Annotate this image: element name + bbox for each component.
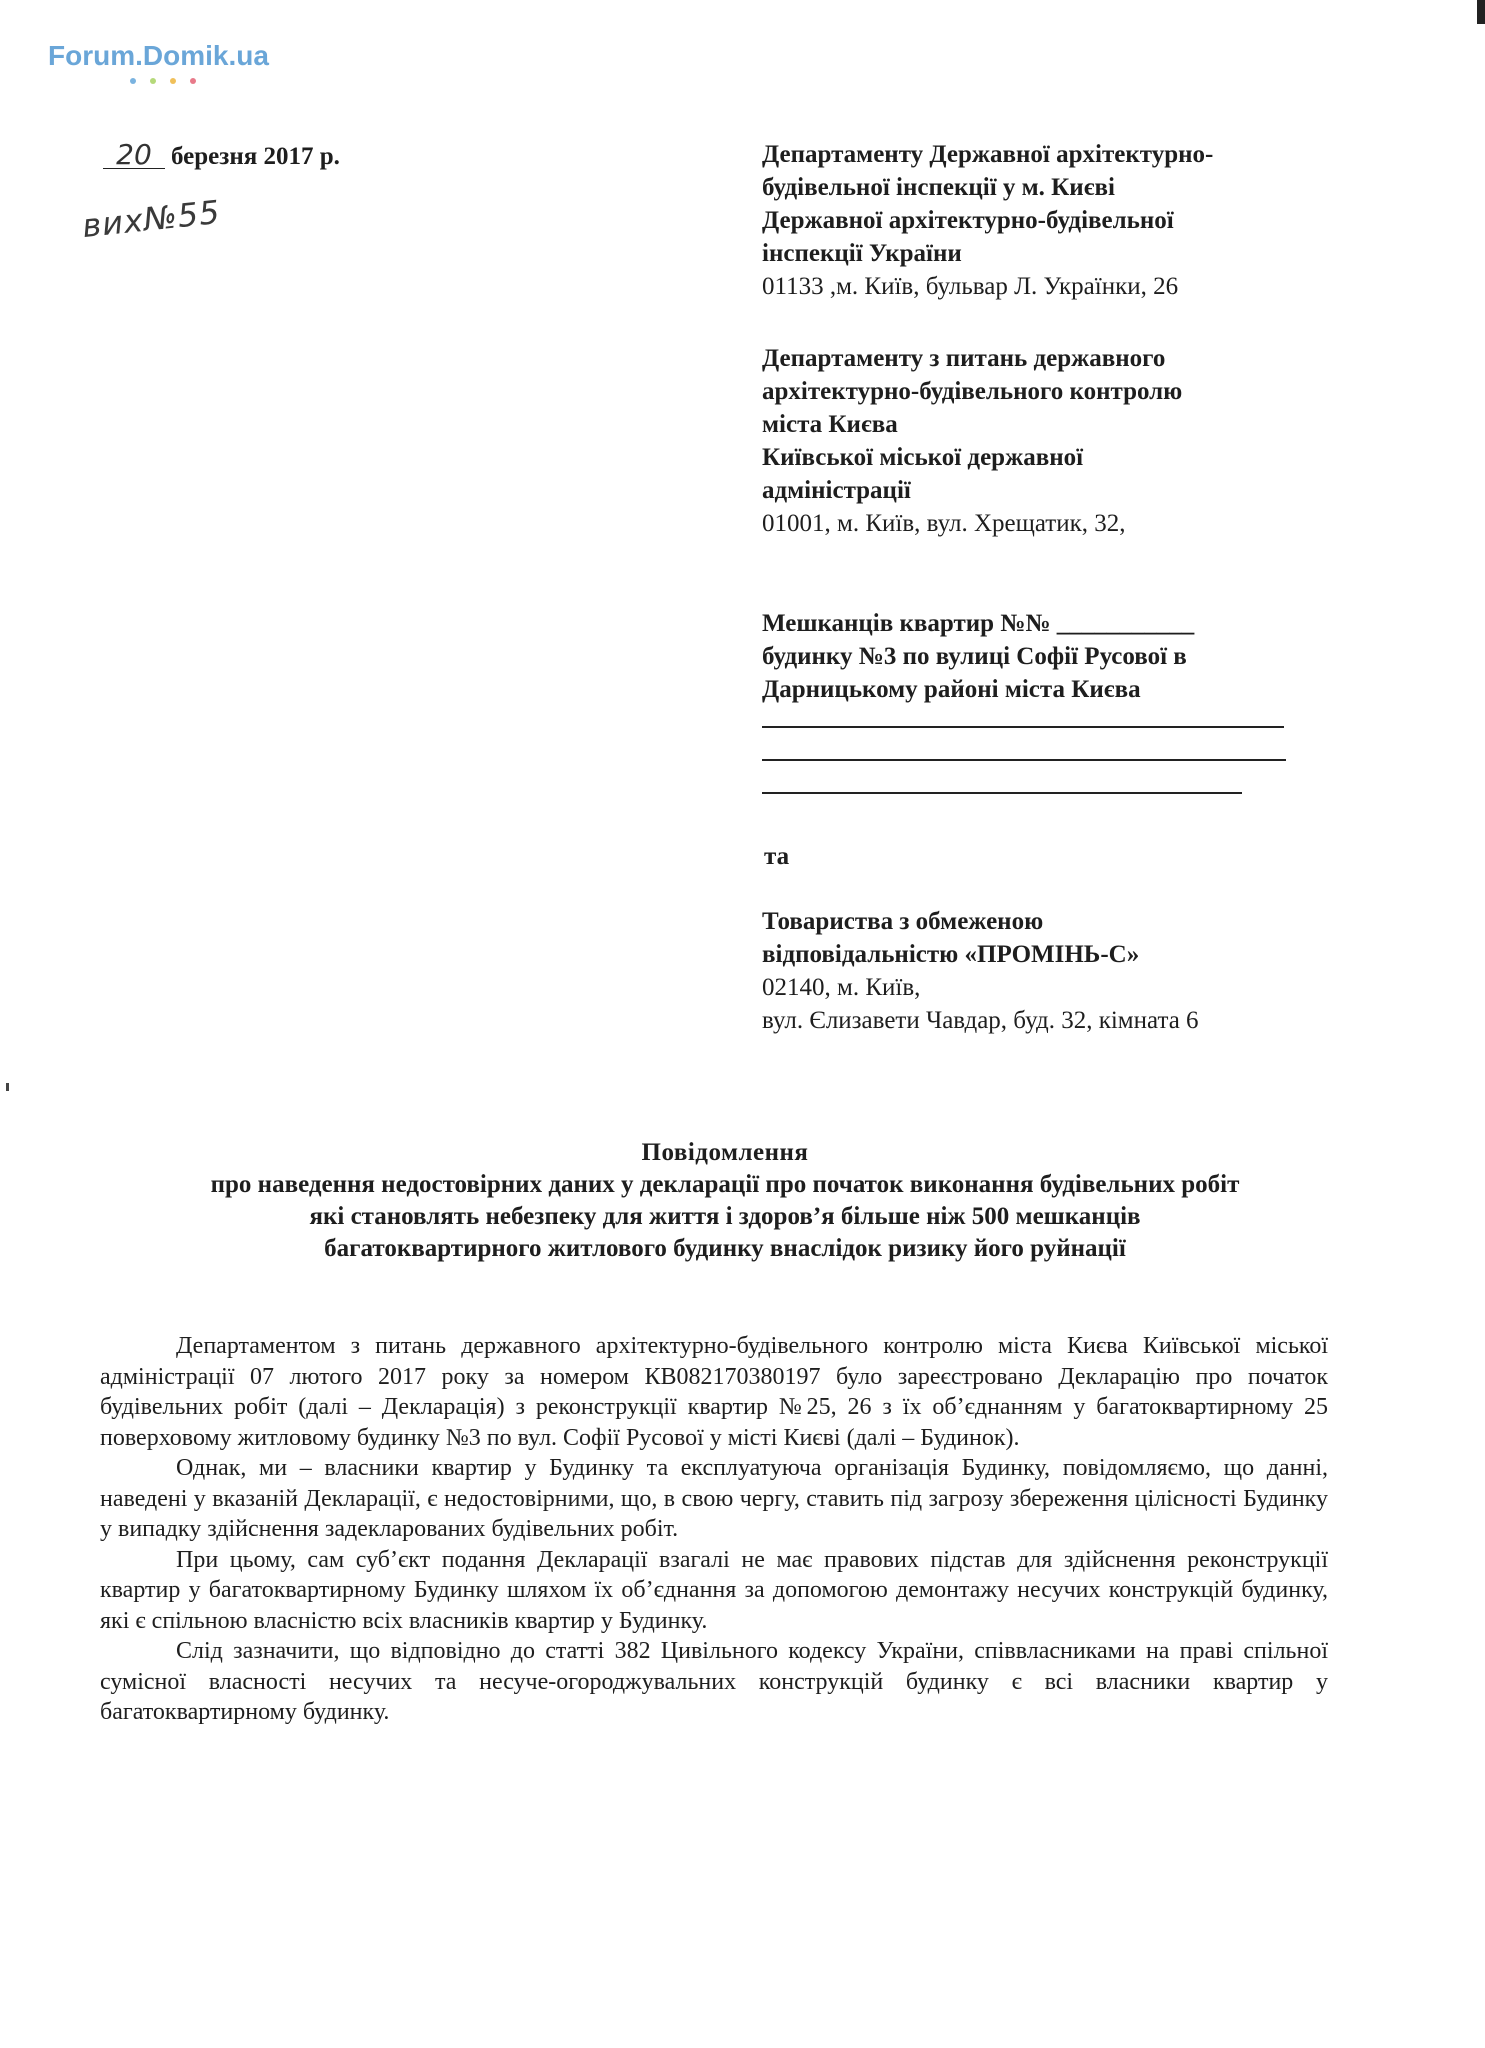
recipient-4 xyxy=(762,905,1322,1037)
recipient-line: Департаменту з питань державного xyxy=(762,345,1166,372)
recipient-line: інспекції України xyxy=(762,240,962,267)
recipient-line: Товариства з обмеженою xyxy=(762,908,1044,935)
recipient-line: будинку №3 по вулиці Софії Русової в xyxy=(762,643,1187,670)
recipient-line: Державної архітектурно-будівельної xyxy=(762,207,1174,234)
watermark-dot xyxy=(150,78,156,84)
title-subline: які становлять небезпеку для життя і здоров’я більше ніж 500 мешканців xyxy=(309,1203,1141,1230)
recipient-line: міста Києва xyxy=(762,411,898,438)
recipient-address-line: вул. Єлизавети Чавдар, буд. 32, кімната 6 xyxy=(762,1007,1199,1034)
blank-fill-line xyxy=(762,759,1286,761)
recipient-line: будівельної інспекції у м. Києві xyxy=(762,174,1115,201)
date-month-year: березня 2017 р. xyxy=(171,143,340,170)
outgoing-number-handwritten: вих№55 xyxy=(80,192,223,246)
letter-body xyxy=(100,1331,1328,1728)
blank-fill-line xyxy=(762,726,1284,728)
watermark-dots xyxy=(130,78,196,84)
recipient-address: 01001, м. Київ, вул. Хрещатик, 32, xyxy=(762,510,1126,537)
letter-date xyxy=(103,138,340,171)
recipient-line: Мешканців квартир №№ ___________ xyxy=(762,610,1195,637)
recipient-address-line: 02140, м. Київ, xyxy=(762,974,921,1001)
recipient-line: Департаменту Державної архітектурно- xyxy=(762,141,1214,168)
conjunction-ta: та xyxy=(764,843,790,870)
watermark-dot xyxy=(190,78,196,84)
title-main: Повідомлення xyxy=(641,1139,809,1166)
recipient-address: 01133 ,м. Київ, бульвар Л. Українки, 26 xyxy=(762,273,1179,300)
recipient-line: Київської міської державної xyxy=(762,444,1084,471)
recipient-1 xyxy=(762,138,1322,303)
title-subline: багатоквартирного житлового будинку внаслідок ризику його руйнації xyxy=(324,1235,1126,1262)
recipient-2 xyxy=(762,342,1322,540)
body-paragraph: Однак, ми – власники квартир у Будинку та експлуатуюча організація Будинку, повідомляємо, що данні, наведені у вказаній Декларації, є недостовірними, що, в свою чергу, ставить під загрозу збереження цілісності Будинку у випадку здійснення задекларованих будівельних робіт. xyxy=(100,1455,1328,1542)
body-paragraph: При цьому, сам суб’єкт подання Декларації взагалі не має правових підстав для здійснення реконструкції квартир у багатоквартирному Будинку шляхом їх об’єднання за допомогою демонтажу несучих конструкцій будинку, які є спільною власністю всіх власників квартир у Будинку. xyxy=(100,1546,1328,1634)
body-paragraph: Департаментом з питань державного архітектурно-будівельного контролю міста Києва Київської міської адміністрації 07 лютого 2017 року за номером КВ082170380197 було зареєстровано Декларацію про початок будівельних робіт (далі – Декларація) з реконструкції квартир №25, 26 з їх об’єднанням у багатоквартирному 25 поверховому житловому будинку №3 по вул. Софії Русової у місті Києві (далі – Будинок). xyxy=(100,1333,1328,1451)
recipient-line: архітектурно-будівельного контролю xyxy=(762,378,1183,405)
recipient-line: адміністрації xyxy=(762,477,911,504)
body-paragraph: Слід зазначити, що відповідно до статті 382 Цивільного кодексу України, співвласниками на праві спільної сумісної власності несучих та несуче-огороджувальних конструкцій будинку є всі власники квартир у багатоквартирному будинку. xyxy=(100,1638,1328,1725)
watermark-logo: Forum.Domik.ua xyxy=(48,40,269,71)
date-day-handwritten: 20 xyxy=(103,142,165,169)
recipient-line: відповідальністю «ПРОМІНЬ-С» xyxy=(762,941,1140,968)
title-subline: про наведення недостовірних даних у декларації про початок виконання будівельних робіт xyxy=(210,1171,1240,1198)
watermark-dot xyxy=(130,78,136,84)
recipient-line: Дарницькому районі міста Києва xyxy=(762,676,1141,703)
notice-title xyxy=(100,1137,1350,1265)
scan-speck xyxy=(6,1083,9,1091)
blank-fill-line xyxy=(762,792,1242,794)
recipient-3 xyxy=(762,607,1322,794)
watermark-dot xyxy=(170,78,176,84)
scan-edge-mark xyxy=(1477,0,1485,24)
